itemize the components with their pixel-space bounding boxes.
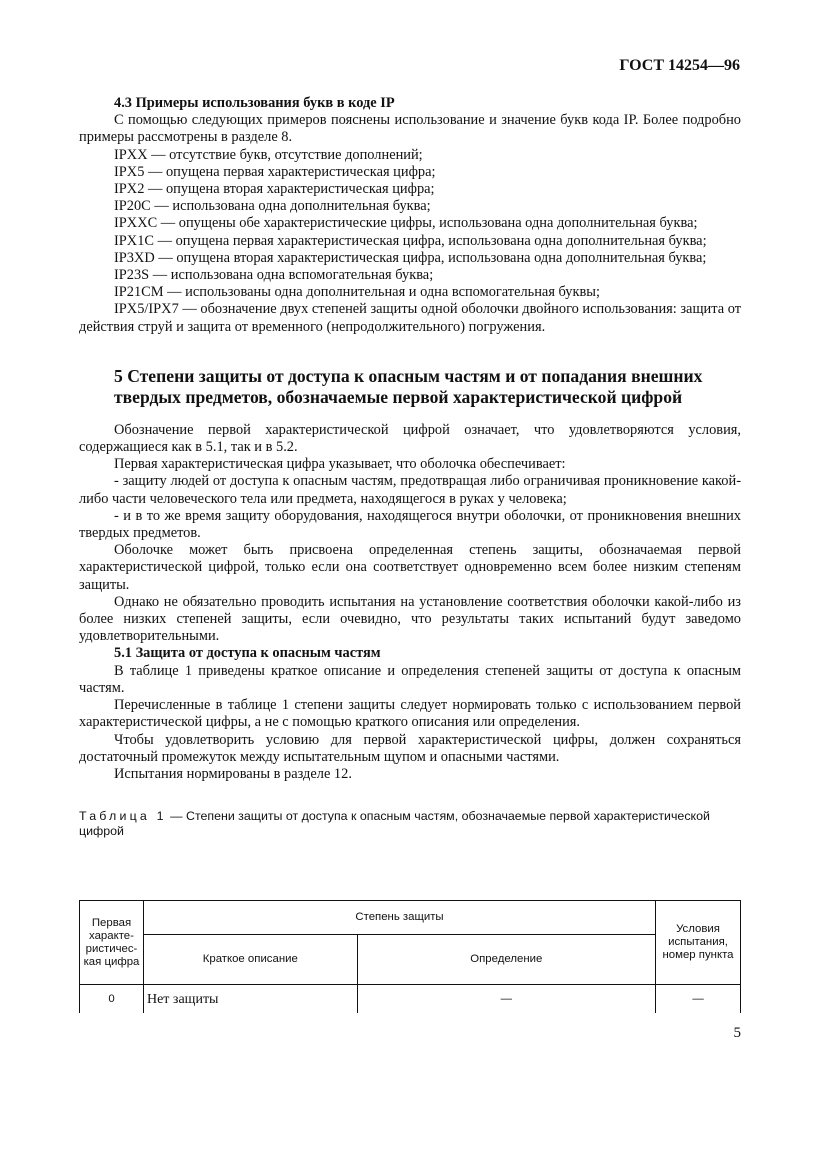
header-degree: Степень защиты — [143, 901, 655, 935]
section-5-paragraph: Обозначение первой характеристической цифрой означает, что удовлетворяются условия, содержащиеся как в 5.1, так и в 5.2. — [79, 421, 741, 456]
example-item: IPX2 — опущена вторая характеристическая цифра; — [114, 181, 435, 198]
standard-code: ГОСТ 14254—96 — [619, 57, 740, 74]
section-5-heading: 5 Степени защиты от доступа к опасным частям и от попадания внешних твердых предметов, обозначаемые первой характеристической цифрой — [114, 365, 703, 407]
example-item: IP3XD — опущена вторая характеристическая цифра, использована одна дополнительная буква; — [114, 249, 707, 266]
page-number: 5 — [733, 1025, 741, 1041]
example-item: IPXXC — опущены обе характеристические цифры, использована одна дополнительная буква; — [114, 215, 698, 232]
cell-digit: 0 — [80, 985, 144, 1013]
header-short-description: Краткое описание — [143, 935, 357, 985]
table-caption-text: — Степени защиты от доступа к опасным частям, обозначаемые первой характеристической цифрой — [79, 809, 710, 839]
section-4-3-title: 4.3 Примеры использования букв в коде IP — [114, 95, 395, 111]
header-definition: Определение — [357, 935, 655, 985]
header-first-digit: Первая характе-ристичес-кая цифра — [80, 901, 144, 985]
section-5-paragraph: Однако не обязательно проводить испытания на установление соответствия оболочки какой-либо из более низких степеней защиты, если очевидно, что результаты таких испытаний будут заведомо удовлетворительными. — [79, 593, 741, 645]
table-caption-label: Таблица 1 — [79, 809, 167, 824]
section-5-1-title: 5.1 Защита от доступа к опасным частям — [114, 645, 381, 662]
section-5-paragraph: - защиту людей от доступа к опасным частям, предотвращая либо ограничивая проникновение какой-либо части человеческого тела или предмета, находящегося в руках у человека; — [79, 473, 741, 507]
header-conditions: Условия испытания, номер пункта — [656, 901, 741, 985]
example-item: IPX1C — опущена первая характеристическая цифра, использована одна дополнительная буква; — [114, 232, 707, 249]
example-item: IP21CM — использованы одна дополнительная и одна вспомогательная буквы; — [114, 284, 600, 301]
cell-conditions: — — [656, 985, 741, 1013]
cell-definition: — — [357, 985, 655, 1013]
table-1 — [79, 900, 741, 1013]
section-5-1-paragraph: Испытания нормированы в разделе 12. — [114, 765, 352, 782]
section-5-1-paragraph: В таблице 1 приведены краткое описание и определения степеней защиты от доступа к опасным частям. — [79, 662, 741, 696]
section-5-paragraph: Первая характеристическая цифра указывает, что оболочка обеспечивает: — [114, 456, 566, 473]
section-4-3-intro: С помощью следующих примеров пояснены использование и значение букв кода IP. Более подробно примеры рассмотрены в разделе 8. — [79, 112, 741, 146]
section-5-paragraph: - и в то же время защиту оборудования, находящегося внутри оболочки, от проникновения внешних твердых предметов. — [79, 507, 741, 542]
example-item: IP23S — использована одна вспомогательная буква; — [114, 267, 434, 284]
example-item: IPX5/IPX7 — обозначение двух степеней защиты одной оболочки двойного использования: защита от действия струй и защита от временного (непродолжительного) погружения. — [79, 301, 741, 335]
cell-short-description: Нет защиты — [143, 985, 357, 1013]
page-content — [79, 95, 741, 839]
example-item: IPXX — отсутствие букв, отсутствие дополнений; — [114, 146, 423, 163]
section-5-paragraph: Оболочке может быть присвоена определенная степень защиты, обозначаемая первой характеристической цифрой, только если она соответствует одновременно всем более низким степеням защиты. — [79, 542, 741, 593]
example-item: IPX5 — опущена первая характеристическая цифра; — [114, 163, 436, 180]
example-item: IP20C — использована одна дополнительная буква; — [114, 198, 431, 215]
table-caption — [79, 809, 741, 839]
section-5-1-paragraph: Чтобы удовлетворить условию для первой характеристической цифры, должен сохраняться достаточный промежуток между испытательным щупом и опасными частями. — [79, 731, 741, 765]
section-5-1-paragraph: Перечисленные в таблице 1 степени защиты следует нормировать только с использованием первой характеристической цифры, а не с помощью краткого описания или определения. — [79, 697, 741, 731]
